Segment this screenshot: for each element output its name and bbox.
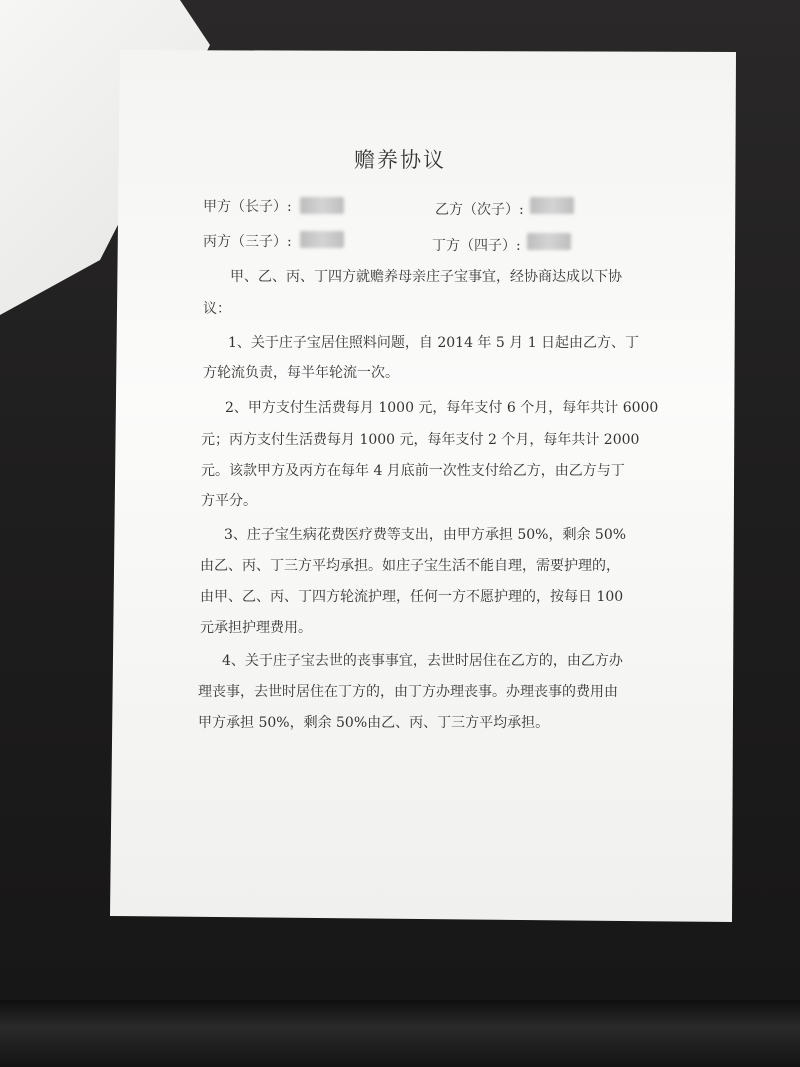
clause3-line-4: 元承担护理费用。 [200, 620, 312, 636]
party-a-label: 甲方（长子）: [203, 199, 292, 215]
party-c-label: 丙方（三子）: [203, 234, 292, 250]
clause4-line-2: 理丧事，去世时居住在丁方的，由丁方办理丧事。办理丧事的费用由 [198, 684, 618, 700]
clause4-line-3: 甲方承担 50%，剩余 50%由乙、丙、丁三方平均承担。 [198, 715, 550, 731]
clause4-line-1: 4、关于庄子宝去世的丧事事宜，去世时居住在乙方的，由乙方办 [222, 653, 623, 669]
clause2-line-3: 元。该款甲方及丙方在每年 4 月底前一次性支付给乙方，由乙方与丁 [201, 463, 625, 479]
clause1-line-1: 1、关于庄子宝居住照料问题，自 2014 年 5 月 1 日起由乙方、丁 [228, 335, 640, 351]
clause2-line-4: 方平分。 [201, 493, 257, 509]
party-d-name-redacted [527, 233, 571, 250]
party-c-name-redacted [300, 231, 344, 248]
party-a-name-redacted [300, 197, 344, 214]
clause2-line-1: 2、甲方支付生活费每月 1000 元，每年支付 6 个月，每年共计 6000 [225, 400, 659, 416]
intro-line-1: 甲、乙、丙、丁四方就赡养母亲庄子宝事宜，经协商达成以下协 [230, 269, 622, 285]
party-b-name-redacted [530, 197, 574, 214]
party-b-label: 乙方（次子）: [435, 202, 524, 218]
party-d-label: 丁方（四子）: [432, 238, 521, 254]
clause3-line-1: 3、庄子宝生病花费医疗费等支出，由甲方承担 50%，剩余 50% [224, 527, 627, 543]
document-title: 赡养协议 [354, 148, 446, 172]
clause3-line-2: 由乙、丙、丁三方平均承担。如庄子宝生活不能自理，需要护理的， [200, 558, 620, 574]
intro-line-2: 议： [203, 301, 231, 317]
clause2-line-2: 元；丙方支付生活费每月 1000 元，每年支付 2 个月，每年共计 2000 [201, 432, 640, 448]
clause3-line-3: 由甲、乙、丙、丁四方轮流护理，任何一方不愿护理的，按每日 100 [200, 589, 624, 605]
clause1-line-2: 方轮流负责，每半年轮流一次。 [203, 365, 399, 381]
